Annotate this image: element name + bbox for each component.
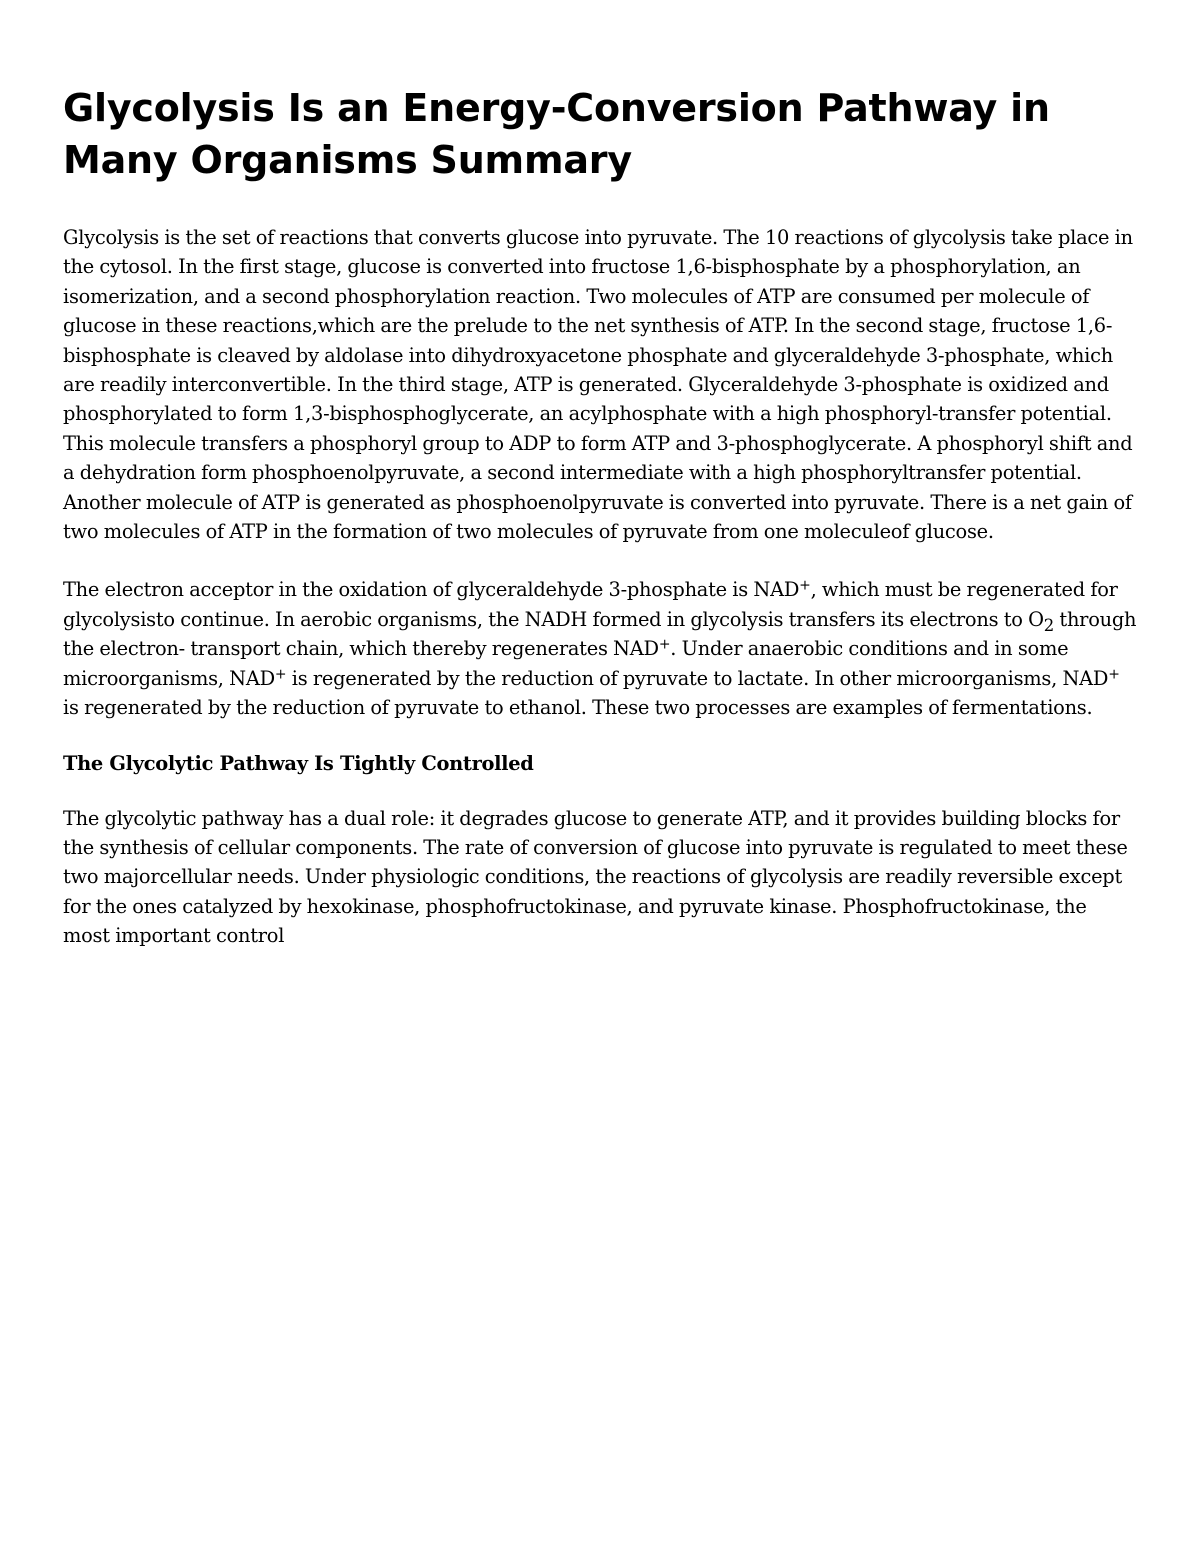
document-title: Glycolysis Is an Energy-Conversion Pathway in Many Organisms Summary bbox=[63, 86, 1050, 182]
summary-paragraph-2 bbox=[63, 575, 1138, 722]
superscript-plus: + bbox=[658, 637, 671, 653]
paragraph-2-text: is regenerated by the reduction of pyruvate to ethanol. These two processes are examples of fermentations. bbox=[63, 696, 1093, 720]
paragraph-2-text: , which must be regenerated for glycolysisto continue. In aerobic organisms, the NADH formed in glycolysis transfers its electrons to O bbox=[63, 578, 1118, 631]
section-subheading: The Glycolytic Pathway Is Tightly Controlled bbox=[63, 751, 534, 775]
superscript-plus: + bbox=[274, 666, 287, 683]
paragraph-2-text: is regenerated by the reduction of pyruvate to lactate. In other microorganisms, NAD bbox=[286, 666, 1109, 690]
superscript-plus: + bbox=[799, 578, 811, 595]
summary-paragraph-1: Glycolysis is the set of reactions that converts glucose into pyruvate. The 10 reactions of glycolysis take place in the cytosol. In the first stage, glucose is converted into fructose 1,6-bisphosphate by a phosphorylation, an isomerization, and a second phosphorylation reaction. Two molecules of ATP are consumed per molecule of glucose in these reactions,which are the prelude to the net synthesis of ATP. In the second stage, fructose 1,6-bisphosphate is cleaved by aldolase into dihydroxyacetone phosphate and glyceraldehyde 3-phosphate, which are readily interconvertible. In the third stage, ATP is generated. Glyceraldehyde 3-phosphate is oxidized and phosphorylated to form 1,3-bisphosphoglycerate, an acylphosphate with a high phosphoryl-transfer potential. This molecule transfers a phosphoryl group to ADP to form ATP and 3-phosphoglycerate. A phosphoryl shift and a dehydration form phosphoenolpyruvate, a second intermediate with a high phosphoryltransfer potential. Another molecule of ATP is generated as phosphoenolpyruvate is converted into pyruvate. There is a net gain of two molecules of ATP in the formation of two molecules of pyruvate from one moleculeof glucose. bbox=[63, 226, 1133, 544]
subscript-two: 2 bbox=[1043, 615, 1054, 635]
superscript-plus: + bbox=[1108, 666, 1120, 683]
paragraph-2-text: The electron acceptor in the oxidation of glyceraldehyde 3-phosphate is NAD bbox=[63, 578, 800, 602]
paragraph-2-text: . Under anaerobic conditions and in some microorganisms, NAD bbox=[63, 637, 1069, 690]
summary-paragraph-3: The glycolytic pathway has a dual role: it degrades glucose to generate ATP, and it provides building blocks for the synthesis of cellular components. The rate of conversion of glucose into pyruvate is regulated to meet these two majorcellular needs. Under physiologic conditions, the reactions of glycolysis are readily reversible except for the ones catalyzed by hexokinase, phosphofructokinase, and pyruvate kinase. Phosphofructokinase, the most important control bbox=[63, 806, 1128, 948]
paragraph-2-text: through the electron- transport chain, which thereby regenerates NAD bbox=[63, 607, 1137, 661]
document-page bbox=[63, 82, 1138, 951]
